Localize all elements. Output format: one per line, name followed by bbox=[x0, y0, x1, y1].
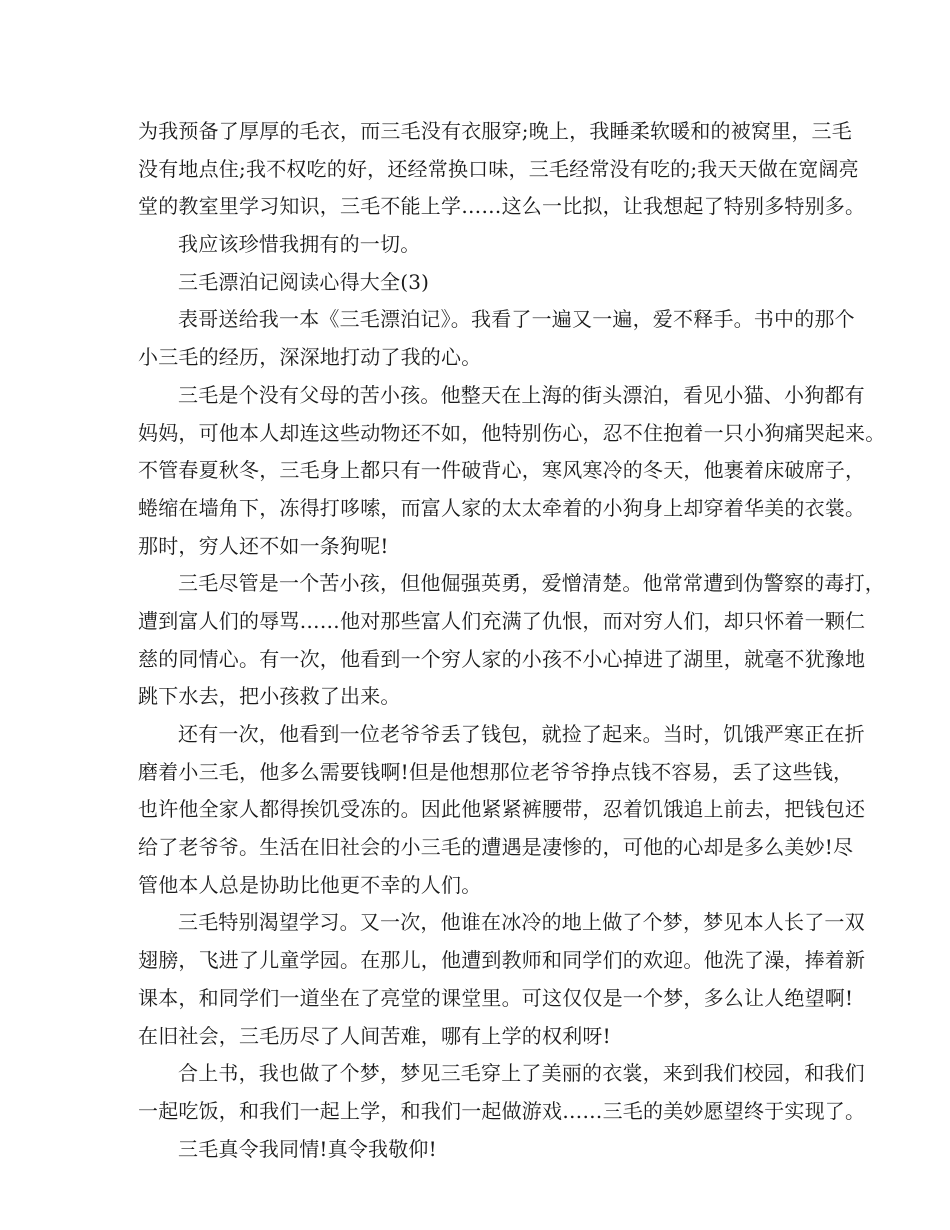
text-line: 合上书，我也做了个梦，梦见三毛穿上了美丽的衣裳，来到我们校园，和我们 bbox=[178, 1061, 865, 1086]
text-line: 三毛特别渴望学习。又一次，他谁在冰冷的地上做了个梦，梦见本人长了一双 bbox=[178, 910, 865, 935]
text-line: 小三毛的经历，深深地打动了我的心。 bbox=[138, 345, 482, 370]
text-line: 为我预备了厚厚的毛衣，而三毛没有衣服穿;晚上，我睡柔软暖和的被窝里，三毛 bbox=[138, 119, 852, 143]
text-line: 表哥送给我一本《三毛漂泊记》。我看了一遍又一遍，爱不释手。书中的那个 bbox=[178, 307, 855, 332]
text-line: 也许他全家人都得挨饥受冻的。因此他紧紧裤腰带，忍着饥饿追上前去，把钱包还 bbox=[138, 797, 866, 822]
text-line: 三毛是个没有父母的苦小孩。他整天在上海的街头漂泊，看见小猫、小狗都有 bbox=[178, 382, 865, 407]
text-line: 课本，和同学们一道坐在了亮堂的课堂里。可这仅仅是一个梦，多么让人绝望啊! bbox=[138, 985, 854, 1010]
text-line: 慈的同情心。有一次，他看到一个穷人家的小孩不小心掉进了湖里，就毫不犹豫地 bbox=[138, 646, 866, 671]
text-line: 在旧社会，三毛历尽了人间苦难，哪有上学的权利呀! bbox=[138, 1023, 611, 1048]
text-line: 我应该珍惜我拥有的一切。 bbox=[178, 232, 421, 257]
text-line: 三毛尽管是一个苦小孩，但他倔强英勇，爱憎清楚。他常常遭到伪警察的毒打， bbox=[178, 571, 885, 596]
text-line: 还有一次，他看到一位老爷爷丢了钱包，就捡了起来。当时，饥饿严寒正在折 bbox=[178, 722, 865, 746]
text-line: 三毛漂泊记阅读心得大全(3) bbox=[178, 269, 430, 294]
text-line: 妈妈，可他本人却连这些动物还不如，他特别伤心，忍不住抱着一只小狗痛哭起来。 bbox=[138, 420, 886, 445]
text-line: 三毛真令我同情!真令我敬仰! bbox=[178, 1136, 437, 1161]
text-line: 遭到富人们的辱骂……他对那些富人们充满了仇恨，而对穷人们，却只怀着一颗仁 bbox=[138, 608, 866, 633]
text-line: 翅膀，飞进了儿童学园。在那儿，他遭到教师和同学们的欢迎。他洗了澡，捧着新 bbox=[138, 948, 866, 973]
text-line: 那时，穷人还不如一条狗呢! bbox=[138, 533, 389, 558]
text-line: 不管春夏秋冬，三毛身上都只有一件破背心，寒风寒冷的冬天，他裹着床破席子， bbox=[138, 458, 866, 483]
text-line: 跳下水去，把小孩救了出来。 bbox=[138, 684, 401, 709]
text-line: 磨着小三毛，他多么需要钱啊!但是他想那位老爷爷挣点钱不容易，丢了这些钱， bbox=[138, 759, 854, 784]
text-line: 一起吃饭，和我们一起上学，和我们一起做游戏……三毛的美妙愿望终于实现了。 bbox=[138, 1098, 866, 1123]
text-line: 没有地点住;我不权吃的好，还经常换口味，三毛经常没有吃的;我天天做在宽阔亮 bbox=[138, 156, 859, 181]
text-line: 堂的教室里学习知识，三毛不能上学……这么一比拟，让我想起了特别多特别多。 bbox=[138, 194, 866, 219]
text-line: 蜷缩在墙角下，冻得打哆嗦，而富人家的太太牵着的小狗身上却穿着华美的衣裳。 bbox=[138, 495, 866, 520]
document-body bbox=[138, 113, 886, 1168]
text-line: 管他本人总是协助比他更不幸的人们。 bbox=[138, 872, 482, 897]
text-line: 给了老爷爷。生活在旧社会的小三毛的遭遇是凄惨的，可他的心却是多么美妙!尽 bbox=[138, 835, 854, 860]
